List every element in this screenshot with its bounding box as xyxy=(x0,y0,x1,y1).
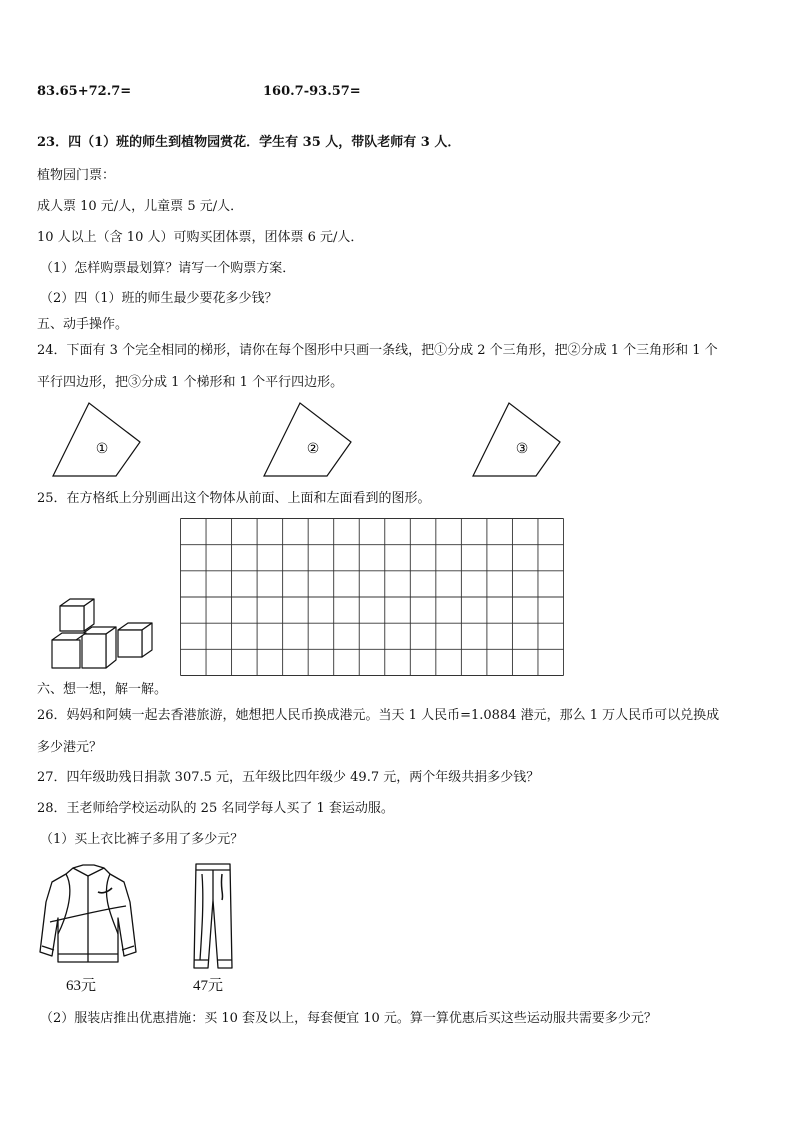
trapezoid-figure-2 xyxy=(261,400,361,480)
grid-paper[interactable] xyxy=(180,518,564,676)
q25-stem: 25．在方格纸上分别画出这个物体从前面、上面和左面看到的图形。 xyxy=(37,491,431,506)
calc-1: 83.65+72.7= xyxy=(37,84,132,99)
trapezoid-label-1: ① xyxy=(95,441,109,457)
q26-line2: 多少港元？ xyxy=(37,740,103,755)
cube-stack-illustration xyxy=(48,596,158,672)
q23-group-line: 10 人以上（含 10 人）可购买团体票，团体票 6 元/人． xyxy=(37,230,364,245)
q27-stem: 27．四年级助残日捐款 307.5 元，五年级比四年级少 49.7 元，两个年级共捐多少钱？ xyxy=(37,770,540,785)
section-6-heading: 六、想一想，解一解。 xyxy=(37,682,168,697)
jacket-illustration xyxy=(38,862,138,972)
trapezoid-label-3: ③ xyxy=(515,441,529,457)
q28-sub2: （2）服装店推出优惠措施：买 10 套及以上，每套便宜 10 元。算一算优惠后买这些运动服共需要多少元？ xyxy=(40,1011,657,1026)
trapezoid-figure-1 xyxy=(50,400,150,480)
section-5-heading: 五、动手操作。 xyxy=(37,317,129,332)
q24-line2: 平行四边形，把③分成 1 个梯形和 1 个平行四边形。 xyxy=(37,375,344,390)
q24-line1: 24．下面有 3 个完全相同的梯形，请你在每个图形中只画一条线，把①分成 2 个三角形，把②分成 1 个三角形和 1 个 xyxy=(37,343,718,358)
q23-stem: 23．四（1）班的师生到植物园赏花．学生有 35 人，带队老师有 3 人． xyxy=(37,135,461,150)
jacket-price: 63元 xyxy=(66,978,97,994)
q28-sub1: （1）买上衣比裤子多用了多少元？ xyxy=(40,832,244,847)
calc-2: 160.7-93.57= xyxy=(263,84,361,99)
q23-ticket-title: 植物园门票： xyxy=(37,168,116,183)
q23-price-line: 成人票 10 元/人，儿童票 5 元/人． xyxy=(37,199,244,214)
q26-line1: 26．妈妈和阿姨一起去香港旅游，她想把人民币换成港元。当天 1 人民币=1.0884 港元，那么 1 万人民币可以兑换成 xyxy=(37,708,720,723)
pants-illustration xyxy=(188,860,238,972)
pants-price: 47元 xyxy=(193,978,224,994)
trapezoid-label-2: ② xyxy=(306,441,320,457)
trapezoid-figure-3 xyxy=(470,400,570,480)
q23-sub2: （2）四（1）班的师生最少要花多少钱？ xyxy=(40,291,278,306)
q23-sub1: （1）怎样购票最划算？请写一个购票方案． xyxy=(40,261,296,276)
q28-stem: 28．王老师给学校运动队的 25 名同学每人买了 1 套运动服。 xyxy=(37,801,394,816)
